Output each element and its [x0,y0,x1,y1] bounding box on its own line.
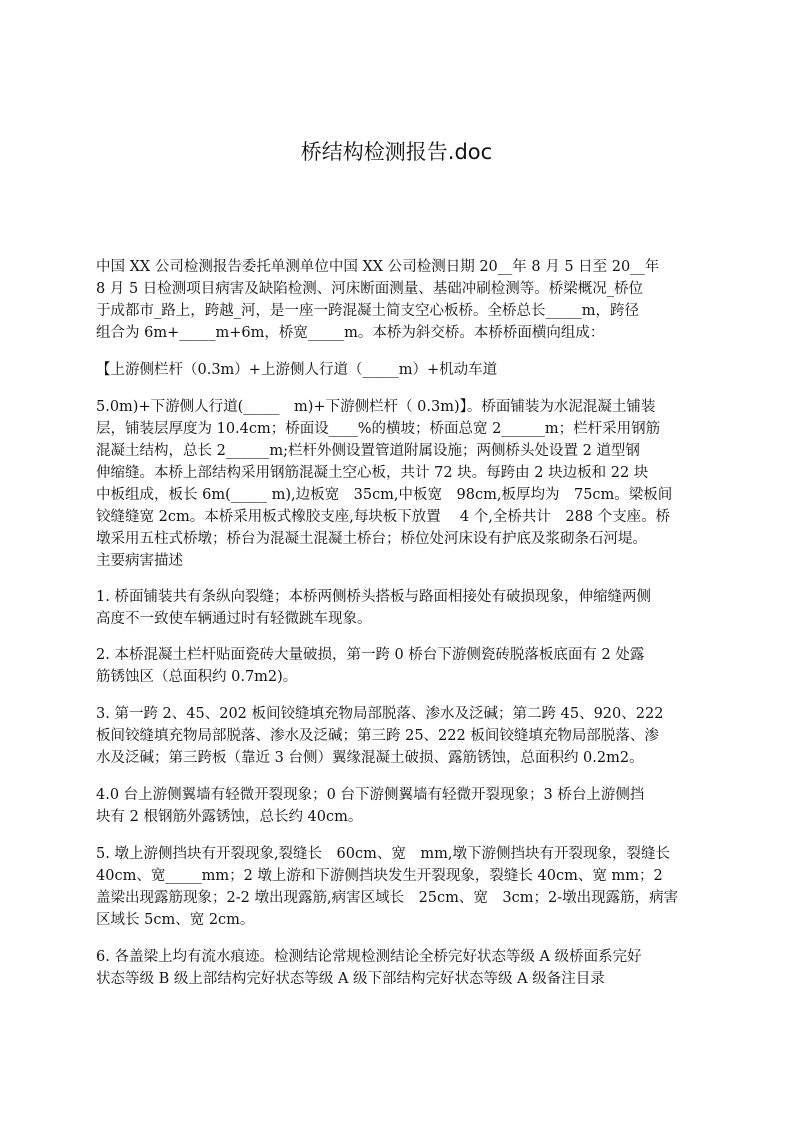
paragraph-defect-1 [96,586,716,630]
text-line: 主要病害描述 [96,553,183,569]
text-line: 伸缩缝。本桥上部结构采用钢筋混凝土空心板，共计 72 块。每跨由 2 块边板和 22 块 [96,465,649,481]
text-line: 2. 本桥混凝土栏杆贴面瓷砖大量破损，第一跨 0 桥台下游侧瓷砖脱落板底面有 2 处露 [96,647,645,663]
text-line: 筋锈蚀区（总面积约 0.7m2)。 [96,669,298,685]
paragraph-defect-4 [96,784,716,828]
text-line: 组合为 6m+_____m+6m，桥宽_____m。本桥为斜交桥。本桥桥面横向组成： [96,325,605,341]
text-line: 盖梁出现露筋现象；2-2 墩出现露筋,病害区域长 25cm、宽 3cm；2-墩出现露筋，病害 [96,890,679,906]
text-line: 中板组成，板长 6m(_____ m),边板宽 35cm,中板宽 98cm,板厚均为 75cm。梁板间 [96,487,673,503]
text-line: 高度不一致使车辆通过时有轻微跳车现象。 [96,611,372,627]
text-line: 板间铰缝填充物局部脱落、渗水及泛碱；第三跨 25、222 板间铰缝填充物局部脱落、渗 [96,728,659,744]
text-line: 层，铺装层厚度为 10.4cm；桥面设____%的横坡；桥面总宽 2______m；栏杆采用钢筋 [96,421,661,437]
text-line: 区域长 5cm、宽 2cm。 [96,912,255,928]
paragraph-conclusion [96,946,716,990]
text-line: 5.0m)+下游侧人行道(_____ m)+下游侧栏杆（ 0.3m)】。桥面铺装为水泥混凝土铺装 [96,399,656,415]
text-line: 块有 2 根钢筋外露锈蚀，总长约 40cm。 [96,809,363,825]
text-line: 于成都市_路上，跨越_河，是一座一跨混凝土简支空心板桥。全桥总长_____m，跨径 [96,303,639,319]
text-line: 5. 墩上游侧挡块有开裂现象,裂缝长 60cm、宽 mm,墩下游侧挡块有开裂现象，裂缝长 [96,846,670,862]
text-line: 3. 第一跨 2、45、202 板间铰缝填充物局部脱落、渗水及泛碱；第二跨 45、920、222 [96,706,664,722]
paragraph-deck-layout [96,359,716,381]
text-line: 1. 桥面铺装共有条纵向裂缝；本桥两侧桥头搭板与路面相接处有破损现象，伸缩缝两侧 [96,589,651,605]
text-line: 墩采用五柱式桥墩；桥台为混凝土混凝土桥台；桥位处河床设有护底及浆砌条石河堤。 [96,531,647,547]
paragraph-intro [96,256,716,344]
paragraph-defect-5 [96,843,716,931]
text-line: 混凝土结构，总长 2______m;栏杆外侧设置管道附属设施；两侧桥头处设置 2 道型钢 [96,443,640,459]
text-line: 水及泛碱；第三跨板（靠近 3 台侧）翼缘混凝土破损、露筋锈蚀，总面积约 0.2m2。 [96,750,644,766]
text-line: 40cm、宽_____mm；2 墩上游和下游侧挡块发生开裂现象，裂缝长 40cm、宽 mm；2 [96,868,663,884]
document-title: 桥结构检测报告.doc [300,140,493,164]
text-line: 状态等级 B 级上部结构完好状态等级 A 级下部结构完好状态等级 A 级备注目录 [96,971,605,987]
paragraph-defect-3 [96,703,716,769]
paragraph-structure [96,396,716,572]
text-line: 【上游侧栏杆（0.3m）+上游侧人行道（_____m）+机动车道 [96,362,498,378]
text-line: 铰缝缝宽 2cm。本桥采用板式橡胶支座,每块板下放置 4 个,全桥共计 288 个支座。桥 [96,509,671,525]
text-line: 4.0 台上游侧翼墙有轻微开裂现象；0 台下游侧翼墙有轻微开裂现象；3 桥台上游侧挡 [96,787,645,803]
text-line: 8 月 5 日检测项目病害及缺陷检测、河床断面测量、基础冲刷检测等。桥梁概况_桥位 [96,281,644,297]
text-line: 中国 XX 公司检测报告委托单测单位中国 XX 公司检测日期 20__年 8 月 5 日至 20__年 [96,259,660,275]
text-line: 6. 各盖梁上均有流水痕迹。检测结论常规检测结论全桥完好状态等级 A 级桥面系完好 [96,949,642,965]
document-body [96,256,716,990]
paragraph-defect-2 [96,644,716,688]
